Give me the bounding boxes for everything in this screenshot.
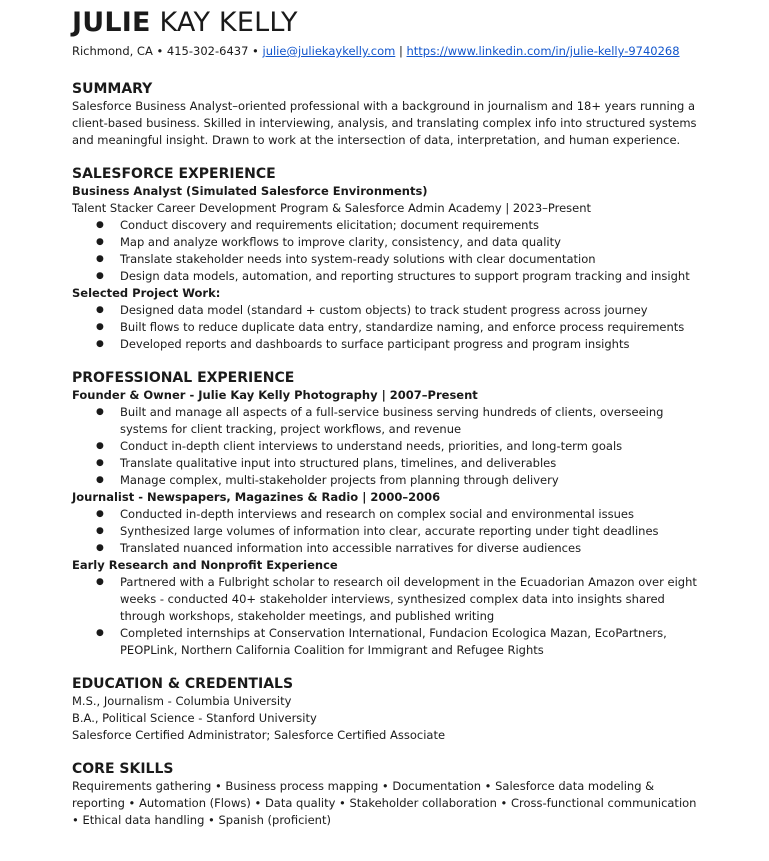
list-item: ● Manage complex, multi-stakeholder projects from planning through delivery xyxy=(72,472,702,489)
list-item: ● Conducted in-depth interviews and research on complex social and environmental issues xyxy=(72,506,702,523)
list-item: ● Designed data model (standard + custom objects) to track student progress across journey xyxy=(72,302,702,319)
list-item: ● Built and manage all aspects of a full-service business serving hundreds of clients, overseeing systems for client tracking, project workflows, and revenue xyxy=(72,404,702,438)
list-item: ● Map and analyze workflows to improve clarity, consistency, and data quality xyxy=(72,234,702,251)
list-item: ● Conduct in-depth client interviews to understand needs, priorities, and long-term goals xyxy=(72,438,702,455)
salesforce-bullets xyxy=(72,217,702,285)
email-link[interactable]: julie@juliekaykelly.com xyxy=(262,44,396,58)
skills-text: Requirements gathering • Business process mapping • Documentation • Salesforce data modeling & reporting • Automation (Flows) • Data quality • Stakeholder collaboration • Cross-functional communication • Ethical data handling • Spanish (proficient) xyxy=(72,779,697,827)
education-line: Salesforce Certified Administrator; Salesforce Certified Associate xyxy=(72,728,446,742)
job-bullets xyxy=(72,404,702,489)
salesforce-title: SALESFORCE EXPERIENCE xyxy=(72,166,276,182)
list-item: ● Conduct discovery and requirements elicitation; document requirements xyxy=(72,217,702,234)
list-item: ● Translated nuanced information into accessible narratives for diverse audiences xyxy=(72,540,702,557)
list-item: ● Developed reports and dashboards to surface participant progress and program insights xyxy=(72,336,702,353)
first-name: JULIE xyxy=(72,7,151,38)
summary-title: SUMMARY xyxy=(72,81,153,97)
list-item: ● Built flows to reduce duplicate data entry, standardize naming, and enforce process requirements xyxy=(72,319,702,336)
linkedin-link[interactable]: https://www.linkedin.com/in/julie-kelly-9740268 xyxy=(406,44,680,58)
salesforce-section xyxy=(72,165,702,353)
list-item: ● Partnered with a Fulbright scholar to research oil development in the Ecuadorian Amazon over eight weeks - conducted 40+ stakeholder interviews, synthesized complex data into insights shared through workshops, stakeholder meetings, and published writing xyxy=(72,574,702,625)
job-title: Journalist - Newspapers, Magazines & Radio | 2000–2006 xyxy=(72,490,441,504)
job-bullets xyxy=(72,506,702,557)
salesforce-org: Talent Stacker Career Development Program & Salesforce Admin Academy | 2023–Present xyxy=(72,201,592,215)
contact-separator: | xyxy=(395,44,407,58)
list-item: ● Translate qualitative input into structured plans, timelines, and deliverables xyxy=(72,455,702,472)
list-item: ● Translate stakeholder needs into system-ready solutions with clear documentation xyxy=(72,251,702,268)
contact-line xyxy=(72,42,702,60)
location-phone: Richmond, CA • 415-302-6437 • xyxy=(72,44,263,58)
summary-section xyxy=(72,80,702,149)
job-title: Founder & Owner - Julie Kay Kelly Photography | 2007–Present xyxy=(72,388,478,402)
list-item: ● Synthesized large volumes of information into clear, accurate reporting under tight deadlines xyxy=(72,523,702,540)
education-line: B.A., Political Science - Stanford University xyxy=(72,711,317,725)
projects-bullets xyxy=(72,302,702,353)
education-title: EDUCATION & CREDENTIALS xyxy=(72,676,294,692)
candidate-name xyxy=(72,6,702,40)
resume-page xyxy=(72,6,702,829)
education-section xyxy=(72,675,702,744)
skills-section xyxy=(72,760,702,829)
salesforce-role: Business Analyst (Simulated Salesforce Environments) xyxy=(72,184,428,198)
job-bullets xyxy=(72,574,702,659)
professional-section xyxy=(72,369,702,659)
list-item: ● Design data models, automation, and reporting structures to support program tracking and insight xyxy=(72,268,702,285)
projects-title: Selected Project Work: xyxy=(72,286,221,300)
rest-name: KAY KELLY xyxy=(150,7,298,38)
skills-title: CORE SKILLS xyxy=(72,761,174,777)
education-line: M.S., Journalism - Columbia University xyxy=(72,694,292,708)
summary-text: Salesforce Business Analyst–oriented professional with a background in journalism and 18+ years running a client-based business. Skilled in interviewing, analysis, and translating complex info into structured systems and meaningful insight. Drawn to work at the intersection of data, interpretation, and human experience. xyxy=(72,99,697,147)
list-item: ● Completed internships at Conservation International, Fundacion Ecologica Mazan, EcoPartners, PEOPLink, Northern California Coalition for Immigrant and Refugee Rights xyxy=(72,625,702,659)
professional-title: PROFESSIONAL EXPERIENCE xyxy=(72,370,295,386)
job-title: Early Research and Nonprofit Experience xyxy=(72,558,338,572)
